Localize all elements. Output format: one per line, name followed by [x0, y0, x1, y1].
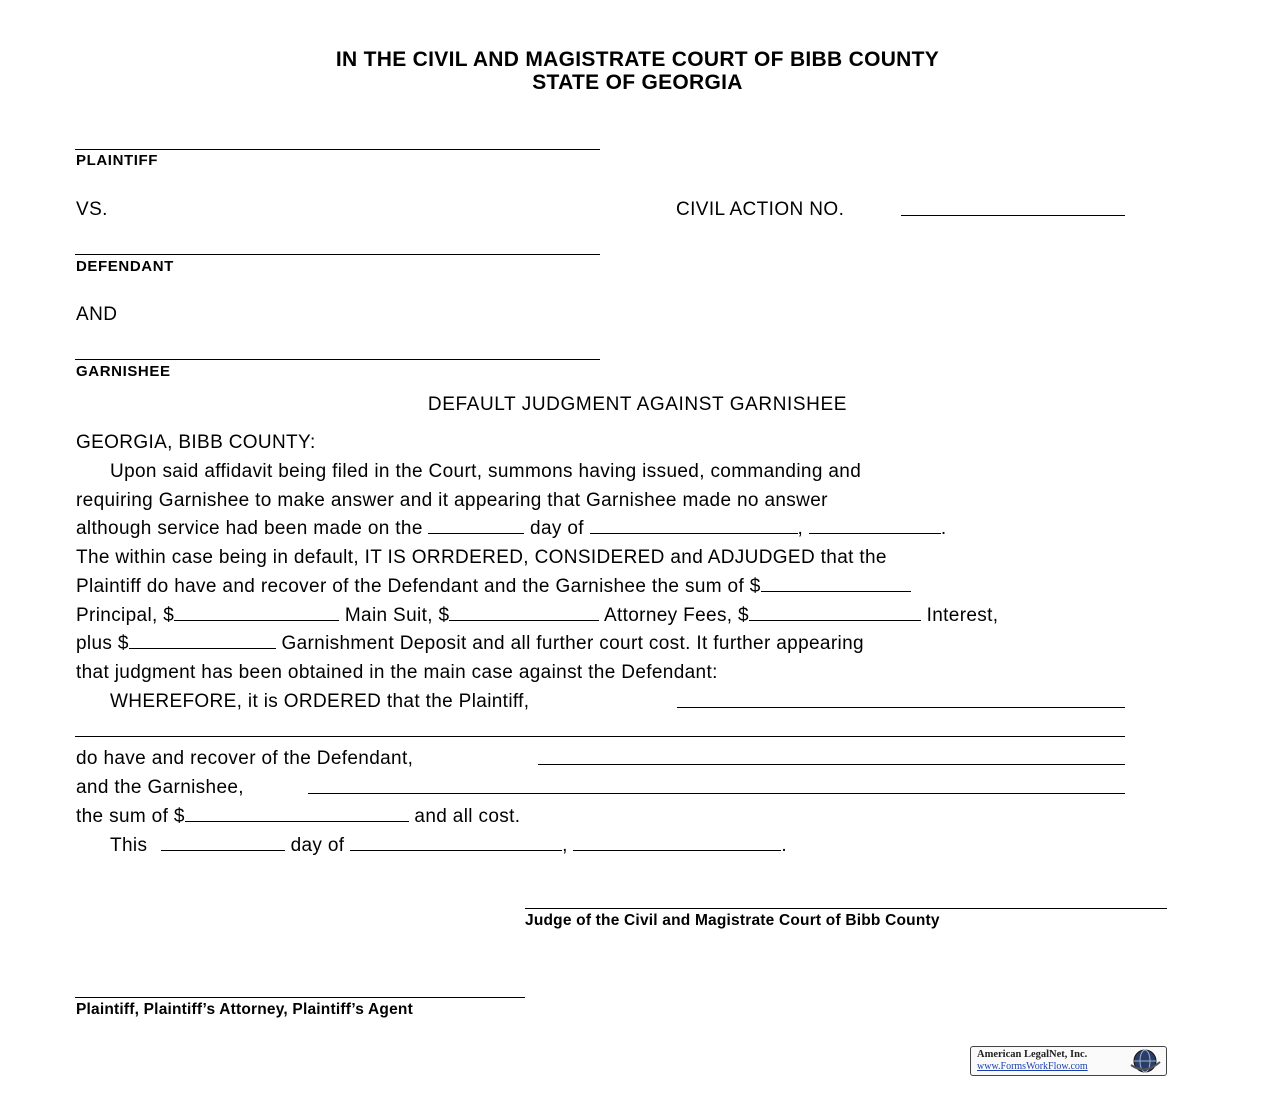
body-line: WHEREFORE, it is ORDERED that the Plaintiff, [110, 691, 530, 712]
plaintiff-line[interactable] [75, 149, 600, 150]
plaintiff-name-field-cont[interactable] [75, 736, 1125, 737]
vs-label: VS. [76, 199, 108, 220]
main-suit-field[interactable] [449, 605, 599, 621]
american-legalnet-logo[interactable] [970, 1046, 1167, 1076]
body-line: This day of , . [110, 835, 787, 856]
body-line: that judgment has been obtained in the main case against the Defendant: [76, 662, 718, 683]
defendant-line[interactable] [75, 254, 600, 255]
document-title: DEFAULT JUDGMENT AGAINST GARNISHEE [427, 394, 848, 415]
total-sum-field[interactable] [761, 576, 911, 592]
order-day-field[interactable] [161, 835, 285, 851]
service-month-field[interactable] [590, 518, 798, 534]
plaintiff-signature-label: Plaintiff, Plaintiff’s Attorney, Plaintiff’s Agent [76, 1001, 413, 1018]
body-line: plus $ Garnishment Deposit and all further court cost. It further appearing [76, 633, 864, 654]
service-year-field[interactable] [809, 518, 941, 534]
plaintiff-label: PLAINTIFF [76, 152, 159, 169]
defendant-name-field[interactable] [538, 764, 1125, 765]
principal-field[interactable] [174, 605, 339, 621]
body-line: Principal, $ Main Suit, $ Attorney Fees, $ Interest, [76, 605, 999, 626]
body-line: do have and recover of the Defendant, [76, 748, 414, 769]
state-title: STATE OF GEORGIA [532, 71, 743, 94]
garnishment-deposit-field[interactable] [129, 633, 276, 649]
county-line: GEORGIA, BIBB COUNTY: [76, 432, 316, 453]
order-year-field[interactable] [573, 835, 781, 851]
garnishee-name-field[interactable] [308, 793, 1125, 794]
court-title: IN THE CIVIL AND MAGISTRATE COURT OF BIBB COUNTY [335, 48, 940, 71]
attorney-fees-field[interactable] [749, 605, 921, 621]
judge-signature-line[interactable] [525, 908, 1167, 909]
body-line: Upon said affidavit being filed in the Court, summons having issued, commanding and [110, 461, 862, 482]
civil-action-number-field[interactable] [901, 215, 1125, 216]
defendant-label: DEFENDANT [76, 258, 174, 275]
and-label: AND [76, 304, 118, 325]
plaintiff-name-field[interactable] [677, 707, 1125, 708]
body-line: and the Garnishee, [76, 777, 244, 798]
plaintiff-signature-line[interactable] [75, 997, 525, 998]
civil-action-label: CIVIL ACTION NO. [676, 199, 845, 220]
service-day-field[interactable] [428, 518, 524, 534]
logo-company-name: American LegalNet, Inc. [977, 1049, 1088, 1060]
body-line: The within case being in default, IT IS ORRDERED, CONSIDERED and ADJUDGED that the [76, 547, 887, 568]
order-month-field[interactable] [350, 835, 562, 851]
body-line: the sum of $ and all cost. [76, 806, 521, 827]
logo-url-link[interactable]: www.FormsWorkFlow.com [977, 1061, 1088, 1072]
judgment-sum-field[interactable] [185, 806, 409, 822]
globe-icon [1127, 1048, 1163, 1074]
body-line: although service had been made on the day of , . [76, 518, 947, 539]
garnishee-label: GARNISHEE [76, 363, 171, 380]
body-line: Plaintiff do have and recover of the Defendant and the Garnishee the sum of $ [76, 576, 911, 598]
body-line: requiring Garnishee to make answer and it appearing that Garnishee made no answer [76, 490, 828, 511]
garnishee-line[interactable] [75, 359, 600, 360]
judge-signature-label: Judge of the Civil and Magistrate Court of Bibb County [525, 912, 940, 929]
